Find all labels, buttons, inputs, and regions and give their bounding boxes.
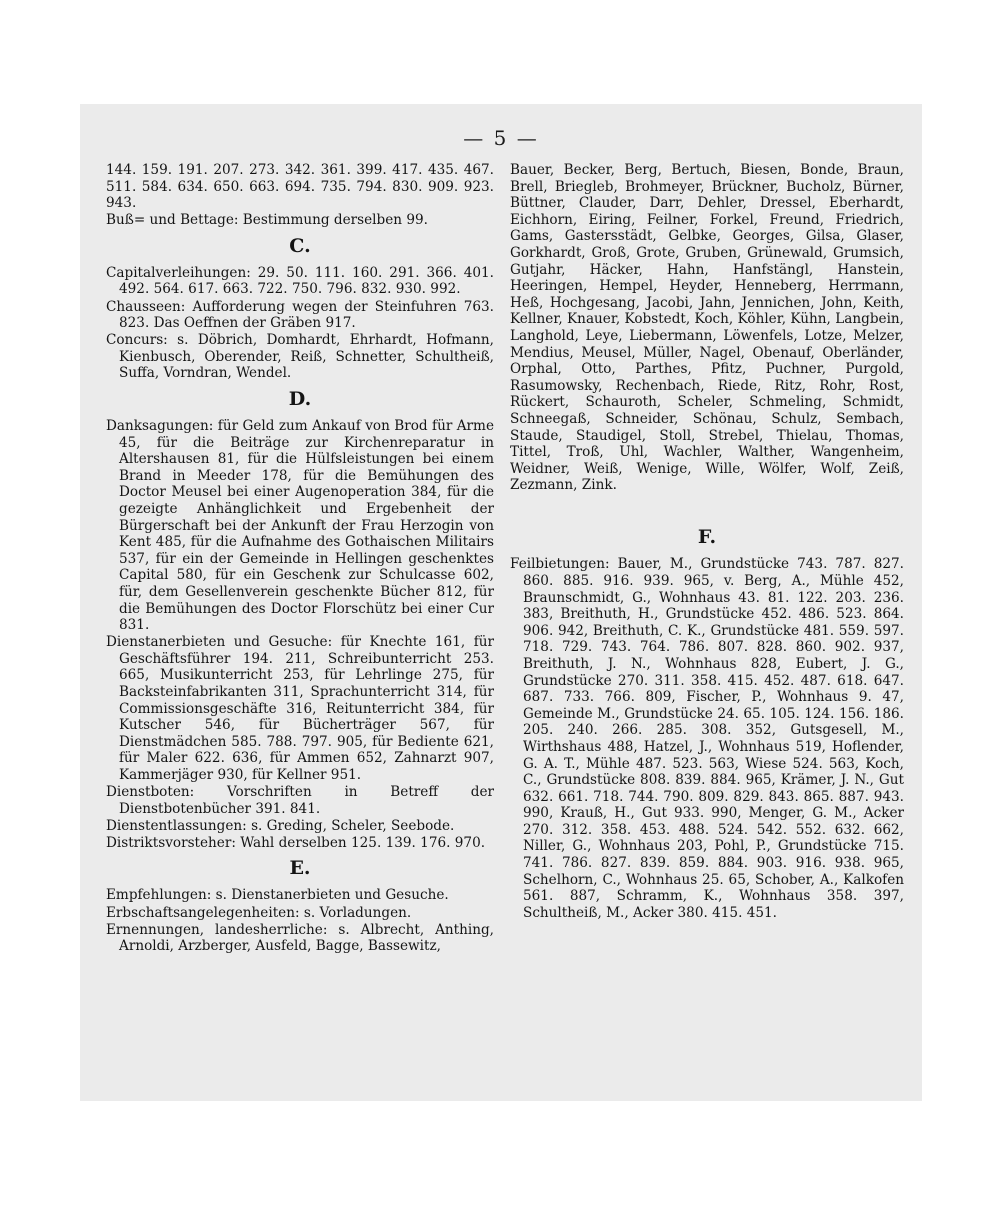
scanned-page [80,104,922,1101]
index-entry: Ernennungen, landesherrliche: s. Albrecht, Anthing, Arnoldi, Arzberger, Ausfeld, Bagge, Bassewitz, [106,921,494,955]
index-entry: Dienstanerbieten und Gesuche: für Knechte 161, für Geschäftsführer 194. 211, Schreibunterricht 253. 665, Musikunterricht 253, für Lehrlinge 275, für Backsteinfabrikanten 311, Sprachunterricht 314, für Commissionsgeschäfte 316, Reitunterricht 384, für Kutscher 546, für Bücherträger 567, für Dienstmädchen 585. 788. 797. 905, für Bediente 621, für Maler 622. 636, für Ammen 652, Zahnarzt 907, Kammerjäger 930, für Kellner 951. [106,634,494,783]
index-entry: Chausseen: Aufforderung wegen der Steinfuhren 763. 823. Das Oeffnen der Gräben 917. [106,298,494,332]
index-entry: 144. 159. 191. 207. 273. 342. 361. 399. 417. 435. 467. 511. 584. 634. 650. 663. 694. 735. 794. 830. 909. 923. 943. [106,162,494,212]
index-entry: Erbschaftsangelegenheiten: s. Vorladungen. [106,904,412,921]
index-entry: Danksagungen: für Geld zum Ankauf von Brod für Arme 45, für die Beiträge zur Kirchenreparatur in Altershausen 81, für die Hülfsleistungen bei einem Brand in Meeder 178, für die Bemühungen des Doctor Meusel bei einer Augenoperation 384, für die gezeigte Anhänglichkeit und Ergebenheit der Bürgerschaft bei der Ankunft der Frau Herzogin von Kent 485, für die Aufnahme des Gothaischen Militairs 537, für ein der Gemeinde in Hellingen geschenktes Capital 580, für ein Geschenk zur Schulcasse 602, für, dem Gesellenverein geschenkte Bücher 812, für die Bemühungen des Doctor Florschütz bei einer Cur 831. [106,418,494,634]
section-gap [510,494,904,520]
left-column [106,162,494,955]
section-letter-c: C. [289,234,311,257]
index-entry: Dienstboten: Vorschriften in Betreff der Dienstbotenbücher 391. 841. [106,784,494,817]
index-entry: Capitalverleihungen: 29. 50. 111. 160. 291. 366. 401. 492. 564. 617. 663. 722. 750. 796. 832. 930. 992. [106,264,494,298]
index-entry: Distriktsvorsteher: Wahl derselben 125. 139. 176. 970. [106,834,486,851]
index-entry: Dienstentlassungen: s. Greding, Scheler, Seebode. [106,817,455,834]
index-entry: Feilbietungen: Bauer, M., Grundstücke 743. 787. 827. 860. 885. 916. 939. 965, v. Berg, A., Mühle 452, Braunschmidt, G., Wohnhaus 43. 81. 122. 203. 236. 383, Breithuth, H., Grundstücke 452. 486. 523. 864. 906. 942, Breithuth, C. K., Grundstücke 481. 559. 597. 718. 729. 743. 764. 786. 807. 828. 860. 902. 937, Breithuth, J. N., Wohnhaus 828, Eubert, J. G., Grundstücke 270. 311. 358. 415. 452. 487. 618. 647. 687. 733. 766. 809, Fischer, P., Wohnhaus 9. 47, Gemeinde M., Grundstücke 24. 65. 105. 124. 156. 186. 205. 240. 266. 285. 308. 352, Gutsgesell, M., Wirthshaus 488, Hatzel, J., Wohnhaus 519, Hoflender, G. A. T., Mühle 487. 523. 563, Wiese 524. 563, Koch, C., Grundstücke 808. 839. 884. 965, Krämer, J. N., Gut 632. 661. 718. 744. 790. 809. 829. 843. 865. 887. 943. 990, Krauß, H., Gut 933. 990, Menger, G. M., Acker 270. 312. 358. 453. 488. 524. 542. 552. 632. 662, Niller, G., Wohnhaus 203, Pohl, P., Grundstücke 715. 741. 786. 827. 839. 859. 884. 903. 916. 938. 965, Schelhorn, C., Wohnhaus 25. 65, Schober, A., Kalkofen 561. 887, Schramm, K., Wohnhaus 358. 397, Schultheiß, M., Acker 380. 415. 451. [510,556,904,921]
index-entry: Concurs: s. Döbrich, Domhardt, Ehrhardt, Hofmann, Kienbusch, Oberender, Reiß, Schnetter, Schultheiß, Suffa, Vorndran, Wendel. [106,332,494,382]
index-entry: Empfehlungen: s. Dienstanerbieten und Gesuche. [106,887,449,904]
section-letter-e: E. [289,857,311,880]
page-number: — 5 — [463,126,539,150]
index-entry: Bauer, Becker, Berg, Bertuch, Biesen, Bonde, Braun, Brell, Briegleb, Brohmeyer, Brückner, Bucholz, Bürner, Büttner, Clauder, Darr, Dehler, Dressel, Eberhardt, Eichhorn, Eiring, Feilner, Forkel, Freund, Friedrich, Gams, Gastersstädt, Gelbke, Georges, Gilsa, Glaser, Gorkhardt, Groß, Grote, Gruben, Grünewald, Grumsich, Gutjahr, Häcker, Hahn, Hanfstängl, Hanstein, Heeringen, Hempel, Heyder, Henneberg, Herrmann, Heß, Hochgesang, Jacobi, Jahn, Jennichen, John, Keith, Kellner, Knauer, Kobstedt, Koch, Köhler, Kühn, Langbein, Langhold, Leye, Liebermann, Löwenfels, Lotze, Melzer, Mendius, Meusel, Müller, Nagel, Obenauf, Oberländer, Orphal, Otto, Parthes, Pfitz, Puchner, Purgold, Rasumowsky, Rechenbach, Riede, Ritz, Rohr, Rost, Rückert, Schauroth, Scheler, Schmeling, Schmidt, Schneegaß, Schneider, Schönau, Schulz, Sembach, Staude, Staudigel, Stoll, Strebel, Thielau, Thomas, Tittel, Troß, Uhl, Wachler, Walther, Wangenheim, Weidner, Weiß, Wenige, Wille, Wölfer, Wolf, Zeiß, Zezmann, Zink. [510,162,904,494]
index-entry: Buß= und Bettage: Bestimmung derselben 99. [106,212,428,229]
right-column [510,162,904,922]
section-letter-f: F. [697,526,717,549]
section-letter-d: D. [288,388,312,411]
